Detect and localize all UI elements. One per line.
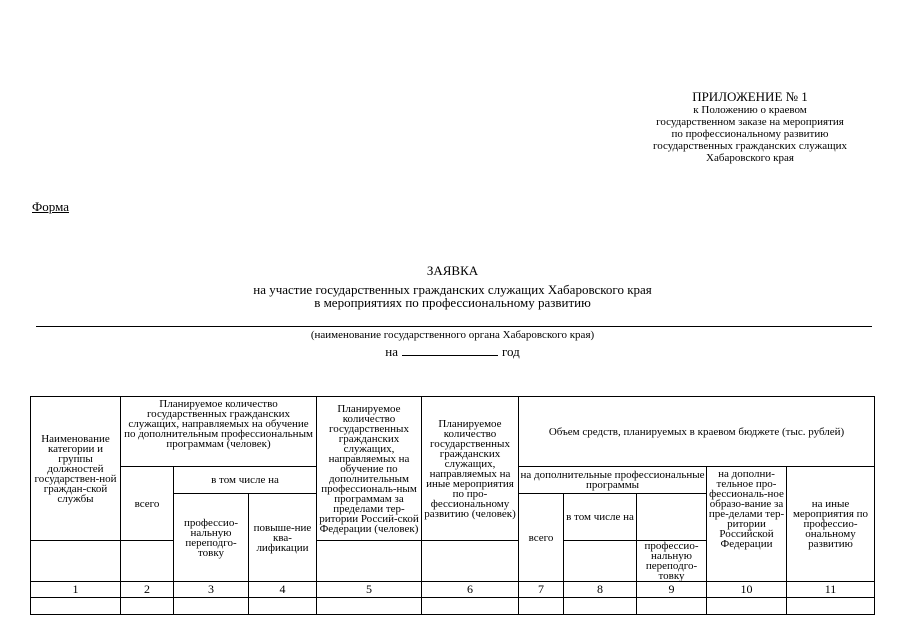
header-other-events: Планируемое количество государственных гражданских служащих, направляемых на иные мероприятия по про-фессиональному развитию (человек) <box>422 397 519 541</box>
column-number: 2 <box>121 582 174 598</box>
header-total: всего <box>121 467 174 541</box>
subtitle-line: в мероприятиях по профессиональному развитию <box>314 295 591 310</box>
form-label: Форма <box>32 199 69 214</box>
year-line <box>0 344 905 360</box>
header-funds-retraining: профессио-нальную переподго-товку <box>637 541 707 582</box>
header-funds-dop: на дополнительные профессиональные программы <box>519 467 707 494</box>
column-number: 8 <box>564 582 637 598</box>
column-number: 4 <box>249 582 317 598</box>
header-including: в том числе на <box>174 467 317 494</box>
appendix-line: государственном заказе на мероприятия <box>656 116 844 128</box>
table-cell[interactable] <box>564 598 637 615</box>
header-category: Наименование категории и группы должностей государствен-ной граждан-ской службы <box>31 397 121 541</box>
column-number: 7 <box>519 582 564 598</box>
appendix-title: ПРИЛОЖЕНИЕ № 1 <box>692 89 808 104</box>
header-retraining: профессио-нальную переподго-товку <box>174 494 249 582</box>
appendix-line: Хабаровского края <box>706 152 794 164</box>
appendix-line: по профессиональному развитию <box>671 128 829 140</box>
appendix-block <box>600 90 900 164</box>
year-blank-field <box>402 344 498 356</box>
column-number: 11 <box>787 582 875 598</box>
year-suffix: год <box>501 344 520 359</box>
appendix-line: к Положению о краевом <box>693 104 807 116</box>
table-cell[interactable] <box>787 598 875 615</box>
header-planned-dop: Планируемое количество государственных гражданских служащих, направляемых на обучение по дополнительным профессиональным программам (человек) <box>121 397 317 467</box>
appendix-line: государственных гражданских служащих <box>653 140 847 152</box>
column-number: 6 <box>422 582 519 598</box>
org-name-caption: (наименование государственного органа Хабаровского края) <box>310 329 595 341</box>
column-numbers-row <box>31 582 875 598</box>
table-cell[interactable] <box>317 598 422 615</box>
header-funds-other: на иные мероприятия по профессио-ональному развитию <box>787 467 875 582</box>
header-outside-russia: Планируемое количество государственных гражданских служащих, направляемых на обучение по дополнительным профессиональ-ным программам за пределами тер-ритории Россий-ской Федерации (человек) <box>317 397 422 541</box>
column-number: 5 <box>317 582 422 598</box>
table-cell[interactable] <box>249 598 317 615</box>
cell-spacer <box>31 541 121 582</box>
table-cell[interactable] <box>31 598 121 615</box>
column-number: 9 <box>637 582 707 598</box>
table-cell[interactable] <box>422 598 519 615</box>
cell-spacer <box>422 541 519 582</box>
document-title: ЗАЯВКА <box>426 263 479 278</box>
cell-spacer <box>121 541 174 582</box>
header-funds-including: в том числе на <box>564 494 637 541</box>
column-number: 3 <box>174 582 249 598</box>
year-prefix: на <box>385 344 398 359</box>
header-funds-outside: на дополни-тельное про-фессиональ-ное образо-вание за пре-делами тер-ритории Российской Федерации <box>707 467 787 582</box>
header-funds: Объем средств, планируемых в краевом бюджете (тыс. рублей) <box>519 397 875 467</box>
header-funds-total: всего <box>519 494 564 582</box>
table-cell[interactable] <box>519 598 564 615</box>
column-number: 1 <box>31 582 121 598</box>
cell-spacer <box>317 541 422 582</box>
org-name-field-line <box>36 326 872 327</box>
cell-spacer <box>564 541 637 582</box>
request-table <box>30 396 875 615</box>
table-cell[interactable] <box>637 598 707 615</box>
empty-data-row <box>31 598 875 615</box>
header-qualification: повыше-ние ква-лификации <box>249 494 317 582</box>
subtitle-line: на участие государственных гражданских служащих Хабаровского края <box>253 282 652 297</box>
table-cell[interactable] <box>121 598 174 615</box>
header-funds-including-fill <box>637 494 707 541</box>
document-subtitle <box>0 283 905 309</box>
column-number: 10 <box>707 582 787 598</box>
table-cell[interactable] <box>707 598 787 615</box>
table-cell[interactable] <box>174 598 249 615</box>
